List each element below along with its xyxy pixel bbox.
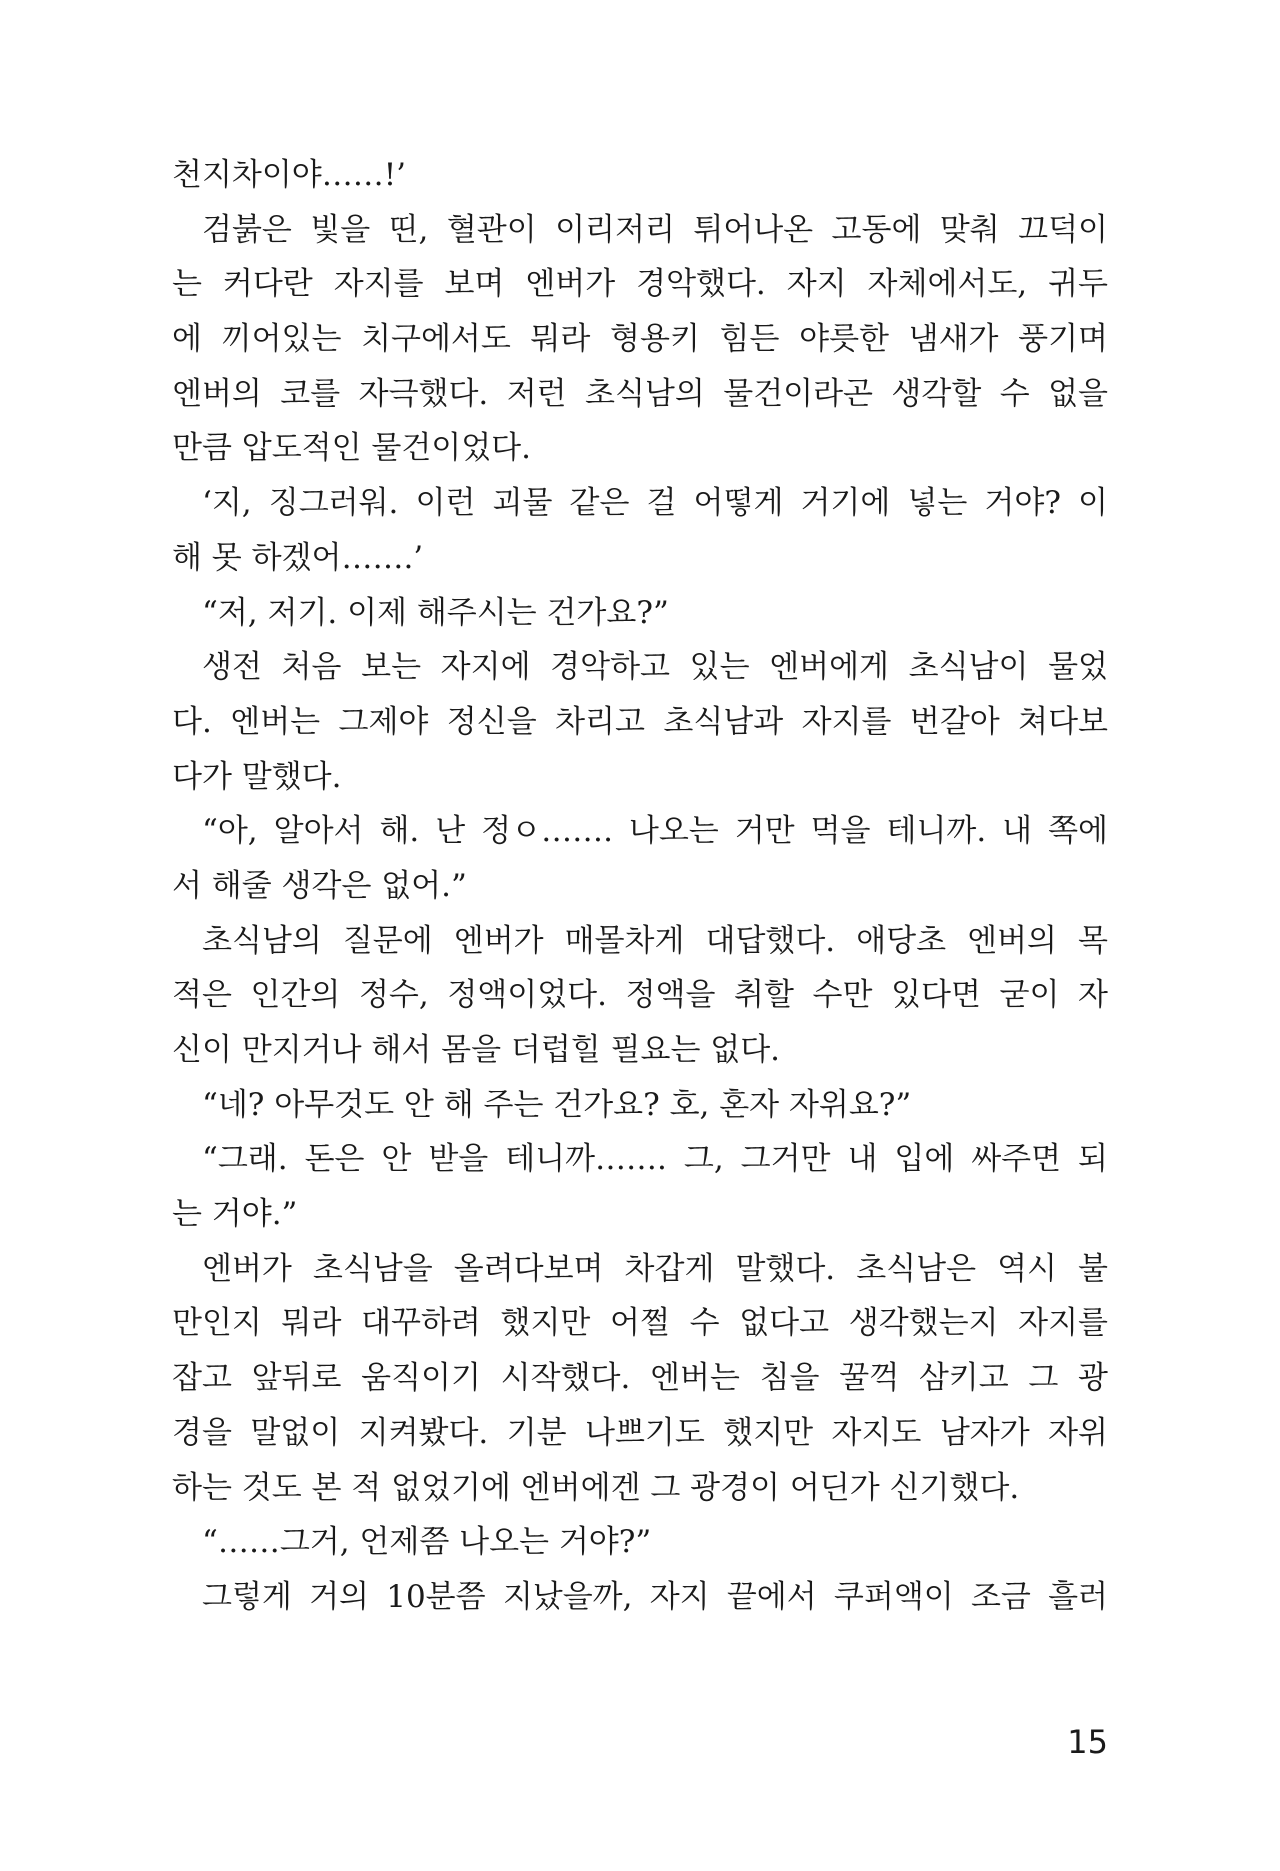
- text-line: 는 거야.”: [172, 1196, 298, 1233]
- text-line: 다. 엔버는 그제야 정신을 차리고 초식남과 자지를 번갈아 쳐다보: [172, 703, 1108, 740]
- page-number: 15: [1067, 1723, 1108, 1761]
- text-line: “……그거, 언제쯤 나오는 거야?”: [202, 1524, 652, 1561]
- text-line: 그렇게 거의 10분쯤 지났을까, 자지 끝에서 쿠퍼액이 조금 흘러: [202, 1578, 1108, 1615]
- text-line: 에 끼어있는 치구에서도 뭐라 형용키 힘든 야릇한 냄새가 풍기며: [172, 321, 1108, 358]
- text-line: ‘지, 징그러워. 이런 괴물 같은 걸 어떻게 거기에 넣는 거야? 이: [202, 485, 1108, 522]
- text-line: 서 해줄 생각은 없어.”: [172, 867, 467, 904]
- text-line: 다가 말했다.: [172, 758, 342, 795]
- text-line: 만큼 압도적인 물건이었다.: [172, 430, 531, 467]
- text-line: 엔버의 코를 자극했다. 저런 초식남의 물건이라곤 생각할 수 없을: [172, 375, 1108, 412]
- text-line: “그래. 돈은 안 받을 테니까……. 그, 그거만 내 입에 싸주면 되: [202, 1141, 1108, 1178]
- text-line: 경을 말없이 지켜봤다. 기분 나쁘기도 했지만 자지도 남자가 자위: [172, 1414, 1108, 1451]
- text-line: 해 못 하겠어…….’: [172, 539, 424, 576]
- text-line: 신이 만지거나 해서 몸을 더럽힐 필요는 없다.: [172, 1032, 781, 1068]
- body-text: [172, 148, 1108, 1625]
- text-line: 적은 인간의 정수, 정액이었다. 정액을 취할 수만 있다면 굳이 자: [172, 977, 1108, 1014]
- text-line: 검붉은 빛을 띤, 혈관이 이리저리 튀어나온 고동에 맞춰 끄덕이: [202, 211, 1108, 248]
- text-line: 천지차이야……!’: [172, 157, 407, 193]
- text-line: 생전 처음 보는 자지에 경악하고 있는 엔버에게 초식남이 물었: [202, 649, 1108, 686]
- text-line: “네? 아무것도 안 해 주는 건가요? 호, 혼자 자위요?”: [202, 1086, 912, 1123]
- text-line: 초식남의 질문에 엔버가 매몰차게 대답했다. 애당초 엔버의 목: [202, 922, 1108, 959]
- text-line: 는 커다란 자지를 보며 엔버가 경악했다. 자지 자체에서도, 귀두: [172, 266, 1108, 303]
- text-line: “아, 알아서 해. 난 정ㅇ……. 나오는 거만 먹을 테니까. 내 쪽에: [202, 813, 1108, 850]
- text-line: 잡고 앞뒤로 움직이기 시작했다. 엔버는 침을 꿀꺽 삼키고 그 광: [172, 1360, 1108, 1397]
- text-line: 만인지 뭐라 대꾸하려 했지만 어쩔 수 없다고 생각했는지 자지를: [172, 1305, 1108, 1342]
- text-line: 하는 것도 본 적 없었기에 엔버에겐 그 광경이 어딘가 신기했다.: [172, 1469, 1020, 1506]
- text-line: “저, 저기. 이제 해주시는 건가요?”: [202, 594, 669, 631]
- text-line: 엔버가 초식남을 올려다보며 차갑게 말했다. 초식남은 역시 불: [202, 1250, 1108, 1287]
